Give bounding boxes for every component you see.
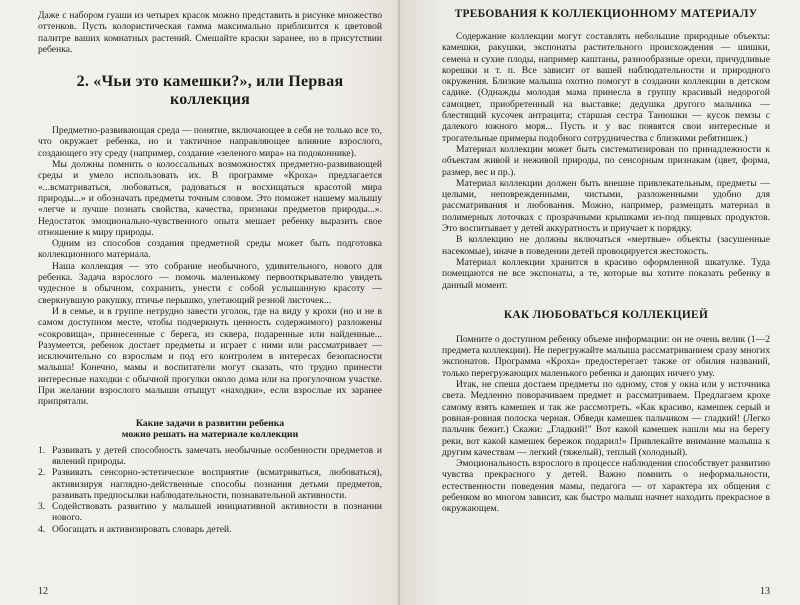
paragraph: Одним из способов создания предметной среды может быть подготовка коллекционного материала. bbox=[38, 238, 382, 261]
list-item bbox=[38, 501, 382, 524]
paragraph: Итак, не спеша достаем предметы по одному, стоя у окна или у источника света. Медленно поворачиваем предмет и рассматриваем. Предлагаем крохе самому взять камешек и так же рассмотреть. «Как красиво, камешек серый и ровная-ровная полоска черная. Обведи камешек пальчиком — гладкий! (Легко пальчик бежит.) Скажи: „Гладкий!" Вот какой камешек нашли мы на берегу реки, вот какой камешек бережок подарил!» Привлекайте внимание малыша к другим качествам — легкий (тяжелый), теплый (холодный). bbox=[442, 379, 770, 458]
list-number: 4. bbox=[38, 523, 46, 535]
tasks-heading bbox=[38, 418, 382, 441]
list-text: Обогащать и активизировать словарь детей. bbox=[52, 523, 232, 535]
list-number: 2. bbox=[38, 467, 46, 479]
list-text: Развивать у детей способность замечать необычные особенности предметов и явлений природы. bbox=[52, 444, 382, 467]
section-title: ТРЕБОВАНИЯ К КОЛЛЕКЦИОННОМУ МАТЕРИАЛУ bbox=[454, 8, 758, 20]
tasks-heading-line1: Какие задачи в развитии ребенка bbox=[135, 417, 285, 429]
list-item bbox=[38, 467, 382, 501]
list-item bbox=[38, 445, 382, 468]
paragraph: Эмоциональность взрослого в процессе наблюдения способствует развитию чувства прекрасного у детей. Важно помнить о неформальности, естественности поведения мамы, педагога — от характера их общения с ребенком во многом зависит, как быстро малыш начнет находить прекрасное в окружающем. bbox=[442, 458, 770, 515]
tasks-heading-line2: можно решать на материале коллекции bbox=[121, 429, 299, 441]
right-page bbox=[400, 0, 800, 605]
paragraph: Содержание коллекции могут составлять небольшие природные объекты: камешки, ракушки, экспонаты растительного происхождения — шишки, семена и сухие плоды, например каштаны, разнообразные орехи, причудливые корешки и т. п. Все зависит от вашей наблюдательности и природного окружения. Близкие малыша охотно помогут в создании коллекции в детском садике. (Однажды молодая мама принесла в группу красивый недорогой самоцвет, приобретенный на выставке; дедушка другого мальчика — блестящий кусочек антрацита; старшая сестра Танюшки — кусок пемзы с далекого южного моря... Пусть и у вас появятся свои интересные и трогательные примеры подобного сотрудничества с близкими ребятишек.) bbox=[442, 31, 770, 144]
intro-paragraph: Даже с набором гуаши из четырех красок можно представить в рисунке множество оттенков. Пусть колористическая гамма максимально приблизится к цветовой палитре ваших комнатных растений. Смешайте краски заранее, но в присутствии ребенка. bbox=[38, 10, 382, 55]
paragraph: Мы должны помнить о колоссальных возможностях предметно-развивающей среды и умело использовать их. В программе «Кроха» предлагается «...всматриваться, любоваться, радоваться и восхищаться красотой мира природы...» и обозначать предметы точным словом. Это поможет нашему малышу «легче и лучше познать свойства, качества, признаки предметов природы...». Недостаток эмоционально-чувственного опыта мешает ребенку выразить свое отношение к миру природы. bbox=[38, 159, 382, 238]
list-text: Содействовать развитию у малышей инициативной активности в познании нового. bbox=[52, 501, 382, 524]
paragraph: Наша коллекция — это собрание необычного, удивительного, нового для ребенка. Задача взрослого — помочь маленькому первооткрывателю увидеть чудесное в обычном, сохранить, унести с собой услышанную красоту — сверкнувшую ракушку, птичье перышко, улетающий резной листочек... bbox=[38, 260, 382, 306]
page-number: 12 bbox=[38, 586, 48, 597]
paragraph: Материал коллекции должен быть внешне привлекательным, предметы — целыми, неповрежденными, чистыми, разложенными удобно для рассматривания и любования. Можно, например, размещать материал в полимерных лоточках с прозрачными крышками из-под пищевых продуктов. Это воспитывает у детей аккуратность и приучает к порядку. bbox=[442, 177, 770, 235]
paragraph: В коллекцию не должны включаться «мертвые» объекты (засушенные насекомые), иначе в поведении детей провоцируется жестокость. bbox=[442, 234, 770, 257]
paragraph: Материал коллекции хранится в красиво оформленной шкатулке. Туда помещаются не все экспонаты, а те, которые вы хотите показать ребенку в данный момент. bbox=[442, 256, 770, 291]
list-text: Развивать сенсорно-эстетическое восприятие (всматриваться, любоваться), активизируя наглядно-действенные способы познания детьми предметов, развивать предпосылки наблюдательности, познавательной активности. bbox=[52, 467, 382, 501]
chapter-title: 2. «Чьи это камешки?», или Первая коллекция bbox=[76, 73, 344, 109]
section-title: КАК ЛЮБОВАТЬСЯ КОЛЛЕКЦИЕЙ bbox=[503, 308, 709, 321]
paragraph: Предметно-развивающая среда — понятие, включающее в себя не только все то, что окружает ребенка, но и тактичное направляющее влияние взрослого, создающего эту среду (например, создание «зеленого мира» на подоконнике). bbox=[38, 125, 382, 159]
paragraph: И в семье, и в группе нетрудно завести уголок, где на виду у крохи (но и не в самом доступном месте, чтобы подчеркнуть ценность содержимого) разложены «сокровища», принесенные с берега, из сквера, подаренные или найденные... Разумеется, ребенок достает предметы и играет с ними или рассматривает — исключительно со взрослым и под его контролем в интересах безопасности малыша! Конечно, мамы и воспитатели могут сказать, что трудно принести интересные находки с обычной прогулки около дома или на прогулочном участке. При желании взрослого малыши отыщут «находки», если взрослые их заранее припрятали. bbox=[38, 305, 382, 408]
list-number: 3. bbox=[38, 501, 46, 513]
list-number: 1. bbox=[38, 444, 46, 456]
list-item bbox=[38, 524, 382, 535]
page-number: 13 bbox=[760, 586, 770, 597]
tasks-list bbox=[38, 445, 382, 535]
paragraph: Материал коллекции может быть систематизирован по принадлежности к объектам живой и неживой природы, по сенсорным признакам (цвет, форма, размер, вес и пр.). bbox=[442, 143, 770, 178]
paragraph: Помните о доступном ребенку объеме информации: он не очень велик (1—2 предмета коллекции). Не перегружайте малыша рассматриванием сразу многих экспонатов. Программа «Кроха» предостерегает также от обилия названий, только перегружающих маленького ребенка и дающих ничего уму. bbox=[442, 333, 770, 379]
